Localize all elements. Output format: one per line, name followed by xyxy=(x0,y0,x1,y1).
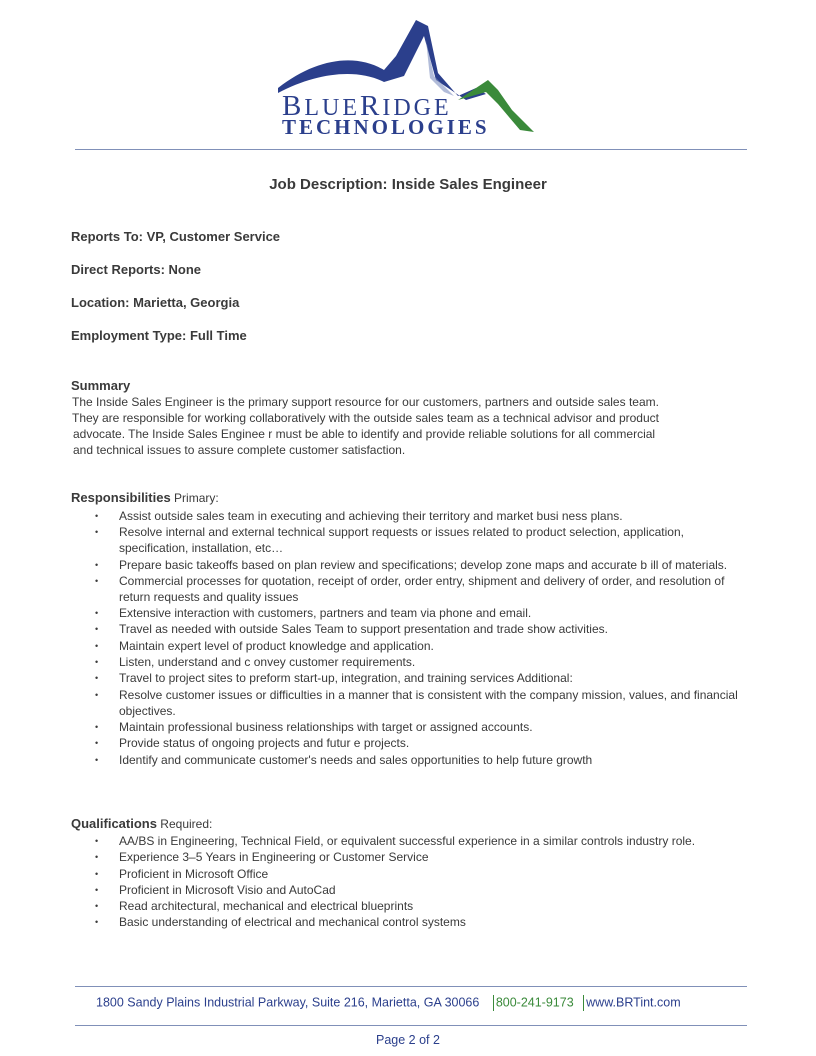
page-title: Job Description: Inside Sales Engineer xyxy=(269,176,547,193)
direct-reports: Direct Reports: None xyxy=(71,262,202,277)
responsibilities-list xyxy=(92,508,742,768)
list-item: • Provide status of ongoing projects and futur e projects. xyxy=(92,735,742,751)
logo-text-lue: LUE xyxy=(304,95,360,121)
footer-divider-bottom xyxy=(75,1025,747,1026)
responsibilities-heading xyxy=(71,490,219,505)
responsibilities-subheading: Primary: xyxy=(170,491,219,505)
responsibilities-title: Responsibilities xyxy=(71,490,171,505)
list-item: • AA/BS in Engineering, Technical Field, or equivalent successful experience in a similar controls industry role. xyxy=(92,833,742,849)
footer-separator xyxy=(583,995,584,1011)
logo-text-technologies: TECHNOLOGIES xyxy=(282,115,490,139)
qualifications-heading xyxy=(71,816,212,831)
footer-contact xyxy=(96,995,681,1011)
header-divider xyxy=(75,149,747,150)
qualifications-subheading: Required: xyxy=(156,817,213,831)
list-item: • Extensive interaction with customers, partners and team via phone and email. xyxy=(92,605,742,621)
reports-to: Reports To: VP, Customer Service xyxy=(71,229,281,244)
logo-letter-r: R xyxy=(360,90,383,122)
page-number: Page 2 of 2 xyxy=(376,1033,440,1047)
qualifications-title: Qualifications xyxy=(71,816,157,831)
list-item: • Proficient in Microsoft Visio and AutoCad xyxy=(92,882,742,898)
summary-line: and technical issues to assure complete customer satisfaction. xyxy=(73,443,406,457)
summary-line: The Inside Sales Engineer is the primary support resource for our customers, partners and outside sales team. xyxy=(72,395,659,409)
list-item: • Listen, understand and c onvey customer requirements. xyxy=(92,654,742,670)
summary-line: advocate. The Inside Sales Enginee r must be able to identify and provide reliable solutions for all commercial xyxy=(73,427,656,441)
list-item: • Identify and communicate customer's needs and sales opportunities to help future growth xyxy=(92,752,742,768)
company-logo xyxy=(276,18,542,138)
footer-divider-top xyxy=(75,986,747,987)
employment-type: Employment Type: Full Time xyxy=(71,328,247,343)
list-item: • Proficient in Microsoft Office xyxy=(92,866,742,882)
footer-address: 1800 Sandy Plains Industrial Parkway, Suite 216, Marietta, GA 30066 xyxy=(96,995,480,1010)
summary-heading: Summary xyxy=(71,378,131,393)
footer-website[interactable]: www.BRTint.com xyxy=(586,995,681,1010)
qualifications-list xyxy=(92,833,742,931)
list-item: • Experience 3–5 Years in Engineering or Customer Service xyxy=(92,849,742,865)
list-item: • Travel as needed with outside Sales Team to support presentation and trade show activities. xyxy=(92,621,742,637)
list-item: • Commercial processes for quotation, receipt of order, order entry, shipment and delivery of order, and resolution of return requests and quality issues xyxy=(92,573,742,605)
list-item: • Maintain expert level of product knowledge and application. xyxy=(92,638,742,654)
list-item: • Read architectural, mechanical and electrical blueprints xyxy=(92,898,742,914)
summary-line: They are responsible for working collaboratively with the outside sales team as a technical advisor and product xyxy=(72,411,659,425)
list-item: • Maintain professional business relationships with target or assigned accounts. xyxy=(92,719,742,735)
location: Location: Marietta, Georgia xyxy=(71,295,240,310)
list-item: • Assist outside sales team in executing and achieving their territory and market busi ness plans. xyxy=(92,508,742,524)
list-item: • Resolve customer issues or difficulties in a manner that is consistent with the company mission, values, and financial objectives. xyxy=(92,687,742,719)
footer-phone[interactable]: 800-241-9173 xyxy=(495,995,574,1010)
list-item: • Resolve internal and external technical support requests or issues related to product selection, application, specification, installation, etc… xyxy=(92,524,742,556)
list-item: • Basic understanding of electrical and mechanical control systems xyxy=(92,914,742,930)
summary-text xyxy=(72,394,732,458)
logo-text-idge: IDGE xyxy=(382,95,452,121)
logo-letter-b: B xyxy=(282,90,305,122)
list-item: • Travel to project sites to preform start-up, integration, and training services Additional: xyxy=(92,670,742,686)
footer-separator xyxy=(493,995,494,1011)
list-item: • Prepare basic takeoffs based on plan review and specifications; develop zone maps and accurate b ill of materials. xyxy=(92,557,742,573)
